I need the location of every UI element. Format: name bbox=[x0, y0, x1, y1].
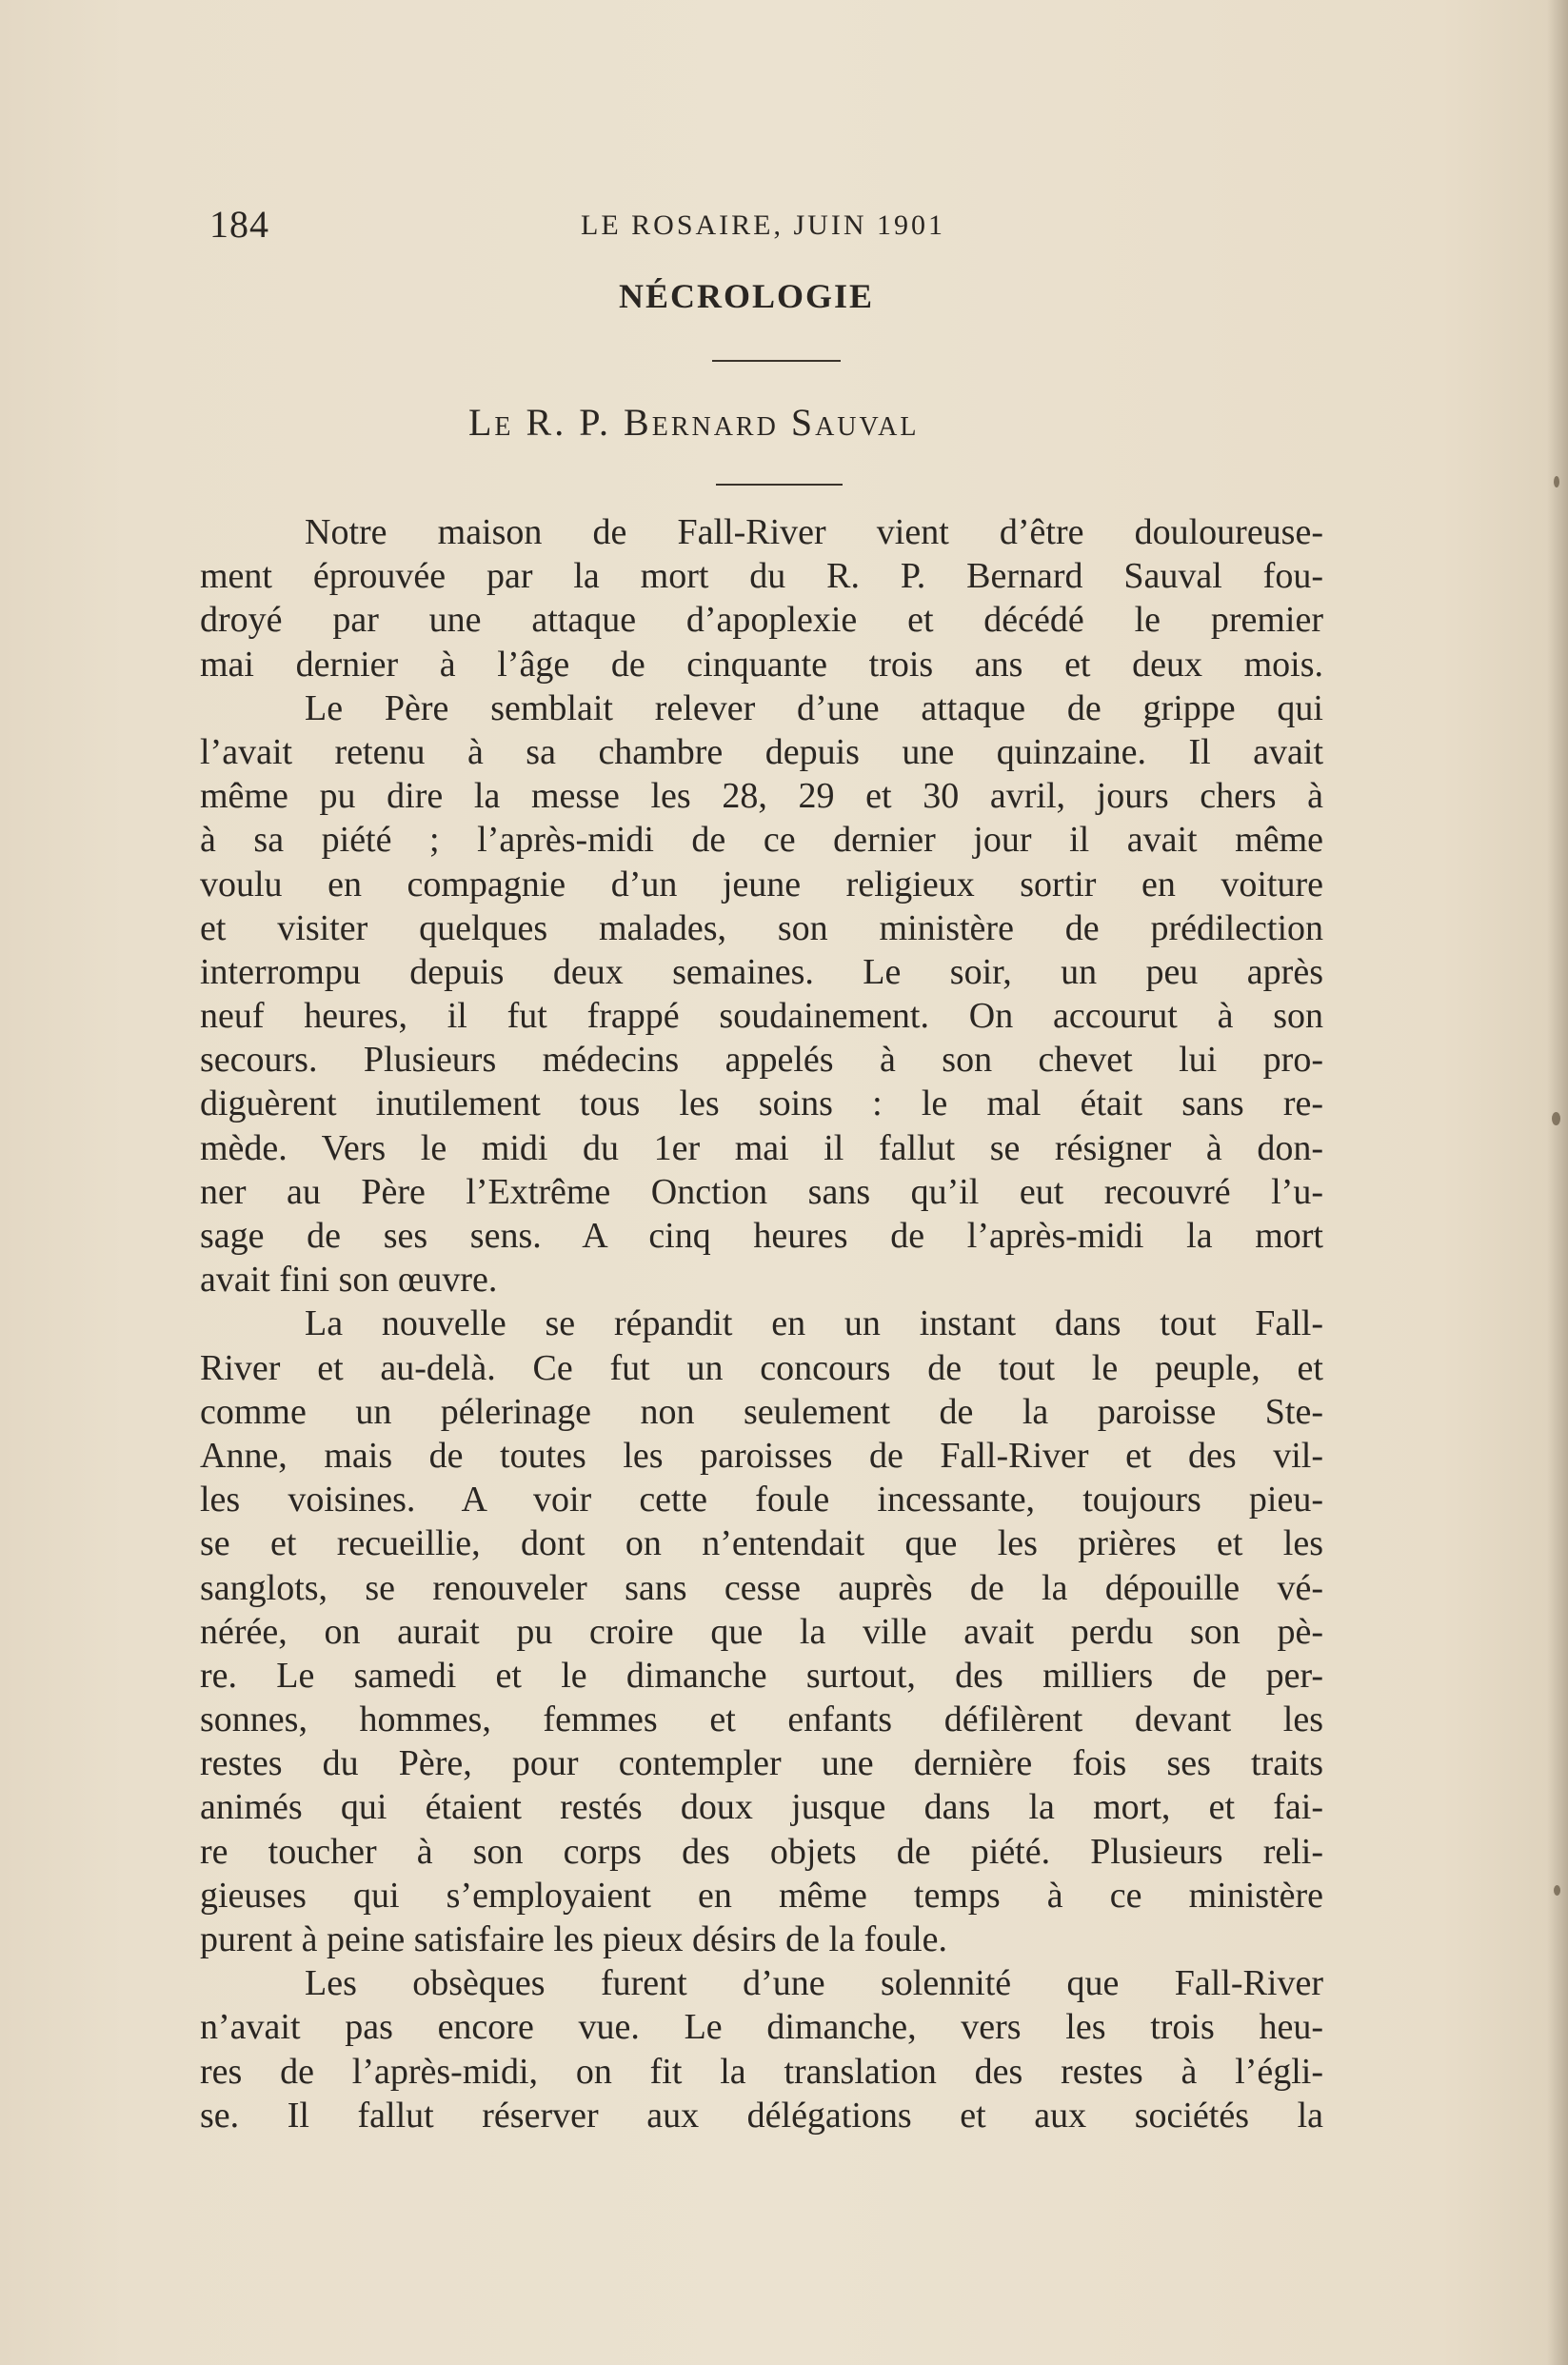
text-line: gieuses qui s’employaient en même temps à ce ministère bbox=[200, 1875, 1323, 1916]
text-line: se. Il fallut réserver aux délégations et aux sociétés la bbox=[200, 2095, 1323, 2136]
text-line: re toucher à son corps des objets de piété. Plusieurs reli- bbox=[200, 1831, 1323, 1872]
text-line: l’avait retenu à sa chambre depuis une quinzaine. Il avait bbox=[200, 731, 1323, 772]
text-line: secours. Plusieurs médecins appelés à son chevet lui pro- bbox=[200, 1040, 1323, 1081]
ink-blot bbox=[1554, 476, 1559, 487]
text-line: diguèrent inutilement tous les soins : le mal était sans re- bbox=[200, 1083, 1323, 1124]
subtitle-divider bbox=[716, 484, 843, 486]
text-line: Anne, mais de toutes les paroisses de Fall-River et des vil- bbox=[200, 1435, 1323, 1476]
article-subtitle: Le R. P. Bernard Sauval bbox=[468, 401, 920, 444]
text-line: avait fini son œuvre. bbox=[200, 1260, 498, 1301]
text-line: re. Le samedi et le dimanche surtout, des milliers de per- bbox=[200, 1655, 1323, 1696]
running-head: LE ROSAIRE, JUIN 1901 bbox=[581, 209, 945, 241]
text-line: mède. Vers le midi du 1er mai il fallut se résigner à don- bbox=[200, 1127, 1323, 1168]
text-line: ner au Père l’Extrême Onction sans qu’il eut recouvré l’u- bbox=[200, 1171, 1323, 1212]
ink-blot bbox=[1554, 1885, 1560, 1896]
text-line: La nouvelle se répandit en un instant dans tout Fall- bbox=[305, 1303, 1323, 1344]
text-line: Notre maison de Fall-River vient d’être douloureuse- bbox=[305, 512, 1323, 552]
text-line: même pu dire la messe les 28, 29 et 30 avril, jours chers à bbox=[200, 776, 1323, 817]
title-divider bbox=[712, 360, 841, 362]
text-line: comme un pélerinage non seulement de la paroisse Ste- bbox=[200, 1391, 1323, 1432]
text-line: purent à peine satisfaire les pieux désirs de la foule. bbox=[200, 1919, 948, 1959]
text-line: Le Père semblait relever d’une attaque de grippe qui bbox=[305, 687, 1323, 728]
text-line: interrompu depuis deux semaines. Le soir, un peu après bbox=[200, 951, 1323, 992]
text-line: River et au-delà. Ce fut un concours de tout le peuple, et bbox=[200, 1347, 1323, 1388]
section-title: NÉCROLOGIE bbox=[619, 277, 875, 315]
text-line: neuf heures, il fut frappé soudainement. On accourut à son bbox=[200, 996, 1323, 1037]
text-line: ment éprouvée par la mort du R. P. Bernard Sauval fou- bbox=[200, 556, 1323, 597]
text-line: sonnes, hommes, femmes et enfants défilèrent devant les bbox=[200, 1699, 1323, 1740]
text-line: droyé par une attaque d’apoplexie et décédé le premier bbox=[200, 600, 1323, 641]
article-body bbox=[200, 510, 1323, 2137]
text-line: Les obsèques furent d’une solennité que Fall-River bbox=[305, 1963, 1323, 2004]
page-number: 184 bbox=[209, 203, 269, 246]
text-line: se et recueillie, dont on n’entendait que les prières et les bbox=[200, 1523, 1323, 1564]
text-line: voulu en compagnie d’un jeune religieux sortir en voiture bbox=[200, 864, 1323, 904]
text-line: sanglots, se renouveler sans cesse auprès de la dépouille vé- bbox=[200, 1567, 1323, 1608]
page-edge-shadow bbox=[1547, 0, 1568, 2365]
text-line: res de l’après-midi, on fit la translation des restes à l’égli- bbox=[200, 2051, 1323, 2092]
text-line: nérée, on aurait pu croire que la ville avait perdu son pè- bbox=[200, 1611, 1323, 1652]
text-line: animés qui étaient restés doux jusque dans la mort, et fai- bbox=[200, 1787, 1323, 1828]
text-line: restes du Père, pour contempler une dernière fois ses traits bbox=[200, 1743, 1323, 1784]
text-line: mai dernier à l’âge de cinquante trois ans et deux mois. bbox=[200, 644, 1323, 685]
ink-blot bbox=[1552, 1112, 1560, 1125]
text-line: n’avait pas encore vue. Le dimanche, vers les trois heu- bbox=[200, 2007, 1323, 2048]
page-header bbox=[209, 202, 990, 259]
text-line: et visiter quelques malades, son ministère de prédilection bbox=[200, 907, 1323, 948]
text-line: à sa piété ; l’après-midi de ce dernier jour il avait même bbox=[200, 820, 1323, 861]
text-line: sage de ses sens. A cinq heures de l’après-midi la mort bbox=[200, 1216, 1323, 1256]
text-line: les voisines. A voir cette foule incessante, toujours pieu- bbox=[200, 1480, 1323, 1520]
